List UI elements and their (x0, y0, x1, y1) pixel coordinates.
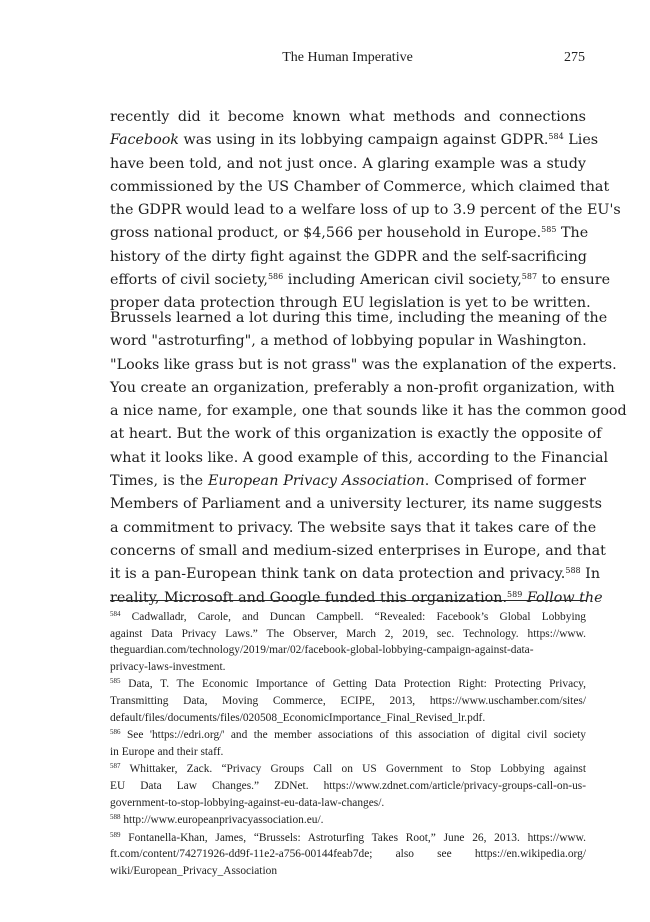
text-run: EU Data Law Changes.” ZDNet. https://www.zdnet.com/article/privacy-groups-call-on-us- (110, 779, 586, 792)
footnote-584 (110, 609, 586, 675)
text-line (110, 587, 603, 610)
italic-text: European Privacy Association (207, 473, 425, 490)
footnote-number: 587 (110, 762, 121, 771)
text-line (110, 330, 586, 353)
text-run: to ensure (537, 272, 611, 289)
text-run: http://www.europeanprivacyassociation.eu/. (120, 814, 324, 827)
footnote-number: 588 (110, 813, 121, 822)
page-number: 275 (564, 50, 585, 65)
text-line (110, 863, 586, 880)
text-run: in Europe and their staff. (110, 745, 224, 758)
text-run: Data, T. The Economic Importance of Getting Data Protection Right: Protecting Privacy, (120, 678, 586, 691)
text-run: have been told, and not just once. A glaring example was a study (110, 155, 586, 172)
text-line (110, 470, 586, 493)
text-run: "Looks like grass but is not grass" was the explanation of the experts. (110, 356, 617, 373)
text-line (110, 447, 609, 470)
text-run: Lies (563, 132, 599, 149)
text-run: a nice name, for example, one that sounds like it has the common good (110, 403, 627, 420)
text-run: commissioned by the US Chamber of Commerce, which claimed that (110, 178, 610, 195)
text-run: proper data protection through EU legislation is yet to be written. (110, 295, 591, 312)
text-run: gross national product, or $4,566 per household in Europe. (110, 225, 542, 242)
paragraph-1 (110, 106, 621, 316)
text-run: a commitment to privacy. The website says that it takes care of the (110, 519, 597, 536)
text-line (110, 744, 586, 761)
text-line (110, 493, 602, 516)
text-run: default/files/documents/files/020508_EconomicImportance_Final_Revised_lr.pdf. (110, 711, 486, 724)
italic-text: Facebook (110, 132, 179, 149)
text-run: Transmitting Data, Moving Commerce, ECIPE, 2013, https://www.uschamber.com/sites/ (110, 694, 586, 707)
footnote-589 (110, 830, 586, 880)
text-run: See 'https://edri.org/' and the member associations of this association of digital civil society (120, 729, 586, 742)
text-run: what it looks like. A good example of this, according to the Financial (110, 449, 609, 466)
text-run: Whittaker, Zack. “Privacy Groups Call on US Government to Stop Lobbying against (120, 763, 586, 776)
footnote-number: 589 (110, 830, 121, 839)
text-line (110, 642, 586, 659)
text-line (110, 710, 586, 727)
footnote-number: 584 (110, 610, 121, 618)
text-line (110, 727, 586, 744)
text-run: Brussels learned a lot during this time, including the meaning of the (110, 310, 608, 326)
text-line (110, 659, 586, 676)
text-line (110, 830, 586, 847)
text-run: reality, Microsoft and Google funded this organization. (110, 589, 508, 606)
text-run: In (580, 566, 601, 583)
text-line (110, 693, 586, 710)
text-line (110, 222, 589, 245)
text-run: efforts of civil society, (110, 272, 268, 289)
text-line (110, 269, 611, 292)
text-run: You create an organization, preferably a non-profit organization, with (110, 379, 615, 396)
text-run: at heart. But the work of this organization is exactly the opposite of (110, 426, 602, 443)
text-run: ft.com/content/74271926-dd9f-11e2-a756-00144feab7de; also see https://en.wikipedia.org/ (110, 848, 586, 861)
text-line (110, 795, 586, 812)
footnote-586 (110, 727, 586, 760)
text-run: history of the dirty fight against the GDPR and the self-sacrificing (110, 248, 587, 265)
text-line (110, 106, 586, 129)
footnote-divider (110, 600, 586, 601)
text-line (110, 423, 602, 446)
text-run: Cadwalladr, Carole, and Duncan Campbell. “Revealed: Facebook’s Global Lobbying (120, 611, 586, 623)
text-run: wiki/European_Privacy_Association (110, 864, 278, 877)
text-run: including American civil society, (283, 272, 522, 289)
text-line (110, 626, 586, 643)
text-line (110, 609, 586, 626)
italic-text: Follow the (522, 589, 603, 606)
text-line (110, 778, 586, 795)
text-line (110, 812, 586, 829)
text-line (110, 676, 586, 693)
footnote-588 (110, 812, 586, 829)
text-line (110, 540, 606, 563)
footnote-ref[interactable]: 588 (565, 566, 581, 576)
footnote-ref[interactable]: 589 (507, 589, 523, 599)
text-run: . Comprised of former (424, 473, 586, 490)
text-run: was using in its lobbying campaign against GDPR. (178, 132, 549, 149)
text-line (110, 761, 586, 778)
text-run: Times, is the (110, 473, 208, 490)
text-line (110, 307, 608, 330)
text-line (110, 354, 617, 377)
paragraph-2 (110, 307, 627, 610)
text-line (110, 846, 586, 863)
footnote-number: 586 (110, 728, 121, 737)
text-line (110, 176, 610, 199)
text-line (110, 199, 621, 222)
text-run: it is a pan-European think tank on data protection and privacy. (110, 566, 566, 583)
text-run: privacy-laws-investment. (110, 660, 226, 673)
text-line (110, 129, 599, 152)
footnote-585 (110, 676, 586, 726)
text-run: against Data Privacy Laws.” The Observer, March 2, 2019, sec. Technology. https://www. (110, 627, 586, 640)
footnote-ref[interactable]: 586 (267, 272, 284, 282)
text-line (110, 377, 615, 400)
text-run: Fontanella-Khan, James, “Brussels: Astroturfing Takes Root,” June 26, 2013. https://www. (120, 831, 586, 844)
text-run: the GDPR would lead to a welfare loss of up to 3.9 percent of the EU's (110, 202, 621, 219)
text-line (110, 517, 597, 540)
footnote-ref[interactable]: 585 (541, 225, 557, 235)
text-line (110, 246, 586, 269)
text-run: theguardian.com/technology/2019/mar/02/facebook-global-lobbying-campaign-against-data- (110, 644, 534, 657)
footnote-ref[interactable]: 584 (548, 132, 564, 142)
text-line (110, 153, 586, 176)
footnote-number: 585 (110, 677, 121, 686)
text-run: The (556, 225, 589, 242)
text-line (110, 400, 627, 423)
text-run: concerns of small and medium-sized enterprises in Europe, and that (110, 542, 606, 559)
footnote-587 (110, 761, 586, 811)
text-run: recently did it become known what methods and connections (110, 109, 586, 125)
footnote-ref[interactable]: 587 (521, 272, 538, 282)
text-run: word "astroturfing", a method of lobbying popular in Washington. (110, 333, 587, 350)
text-run: Members of Parliament and a university lecturer, its name suggests (110, 496, 602, 513)
text-line (110, 563, 601, 586)
text-run: government-to-stop-lobbying-against-eu-data-law-changes/. (110, 796, 385, 809)
running-title: The Human Imperative (282, 50, 413, 65)
footnotes (110, 609, 586, 881)
running-head (110, 50, 585, 72)
